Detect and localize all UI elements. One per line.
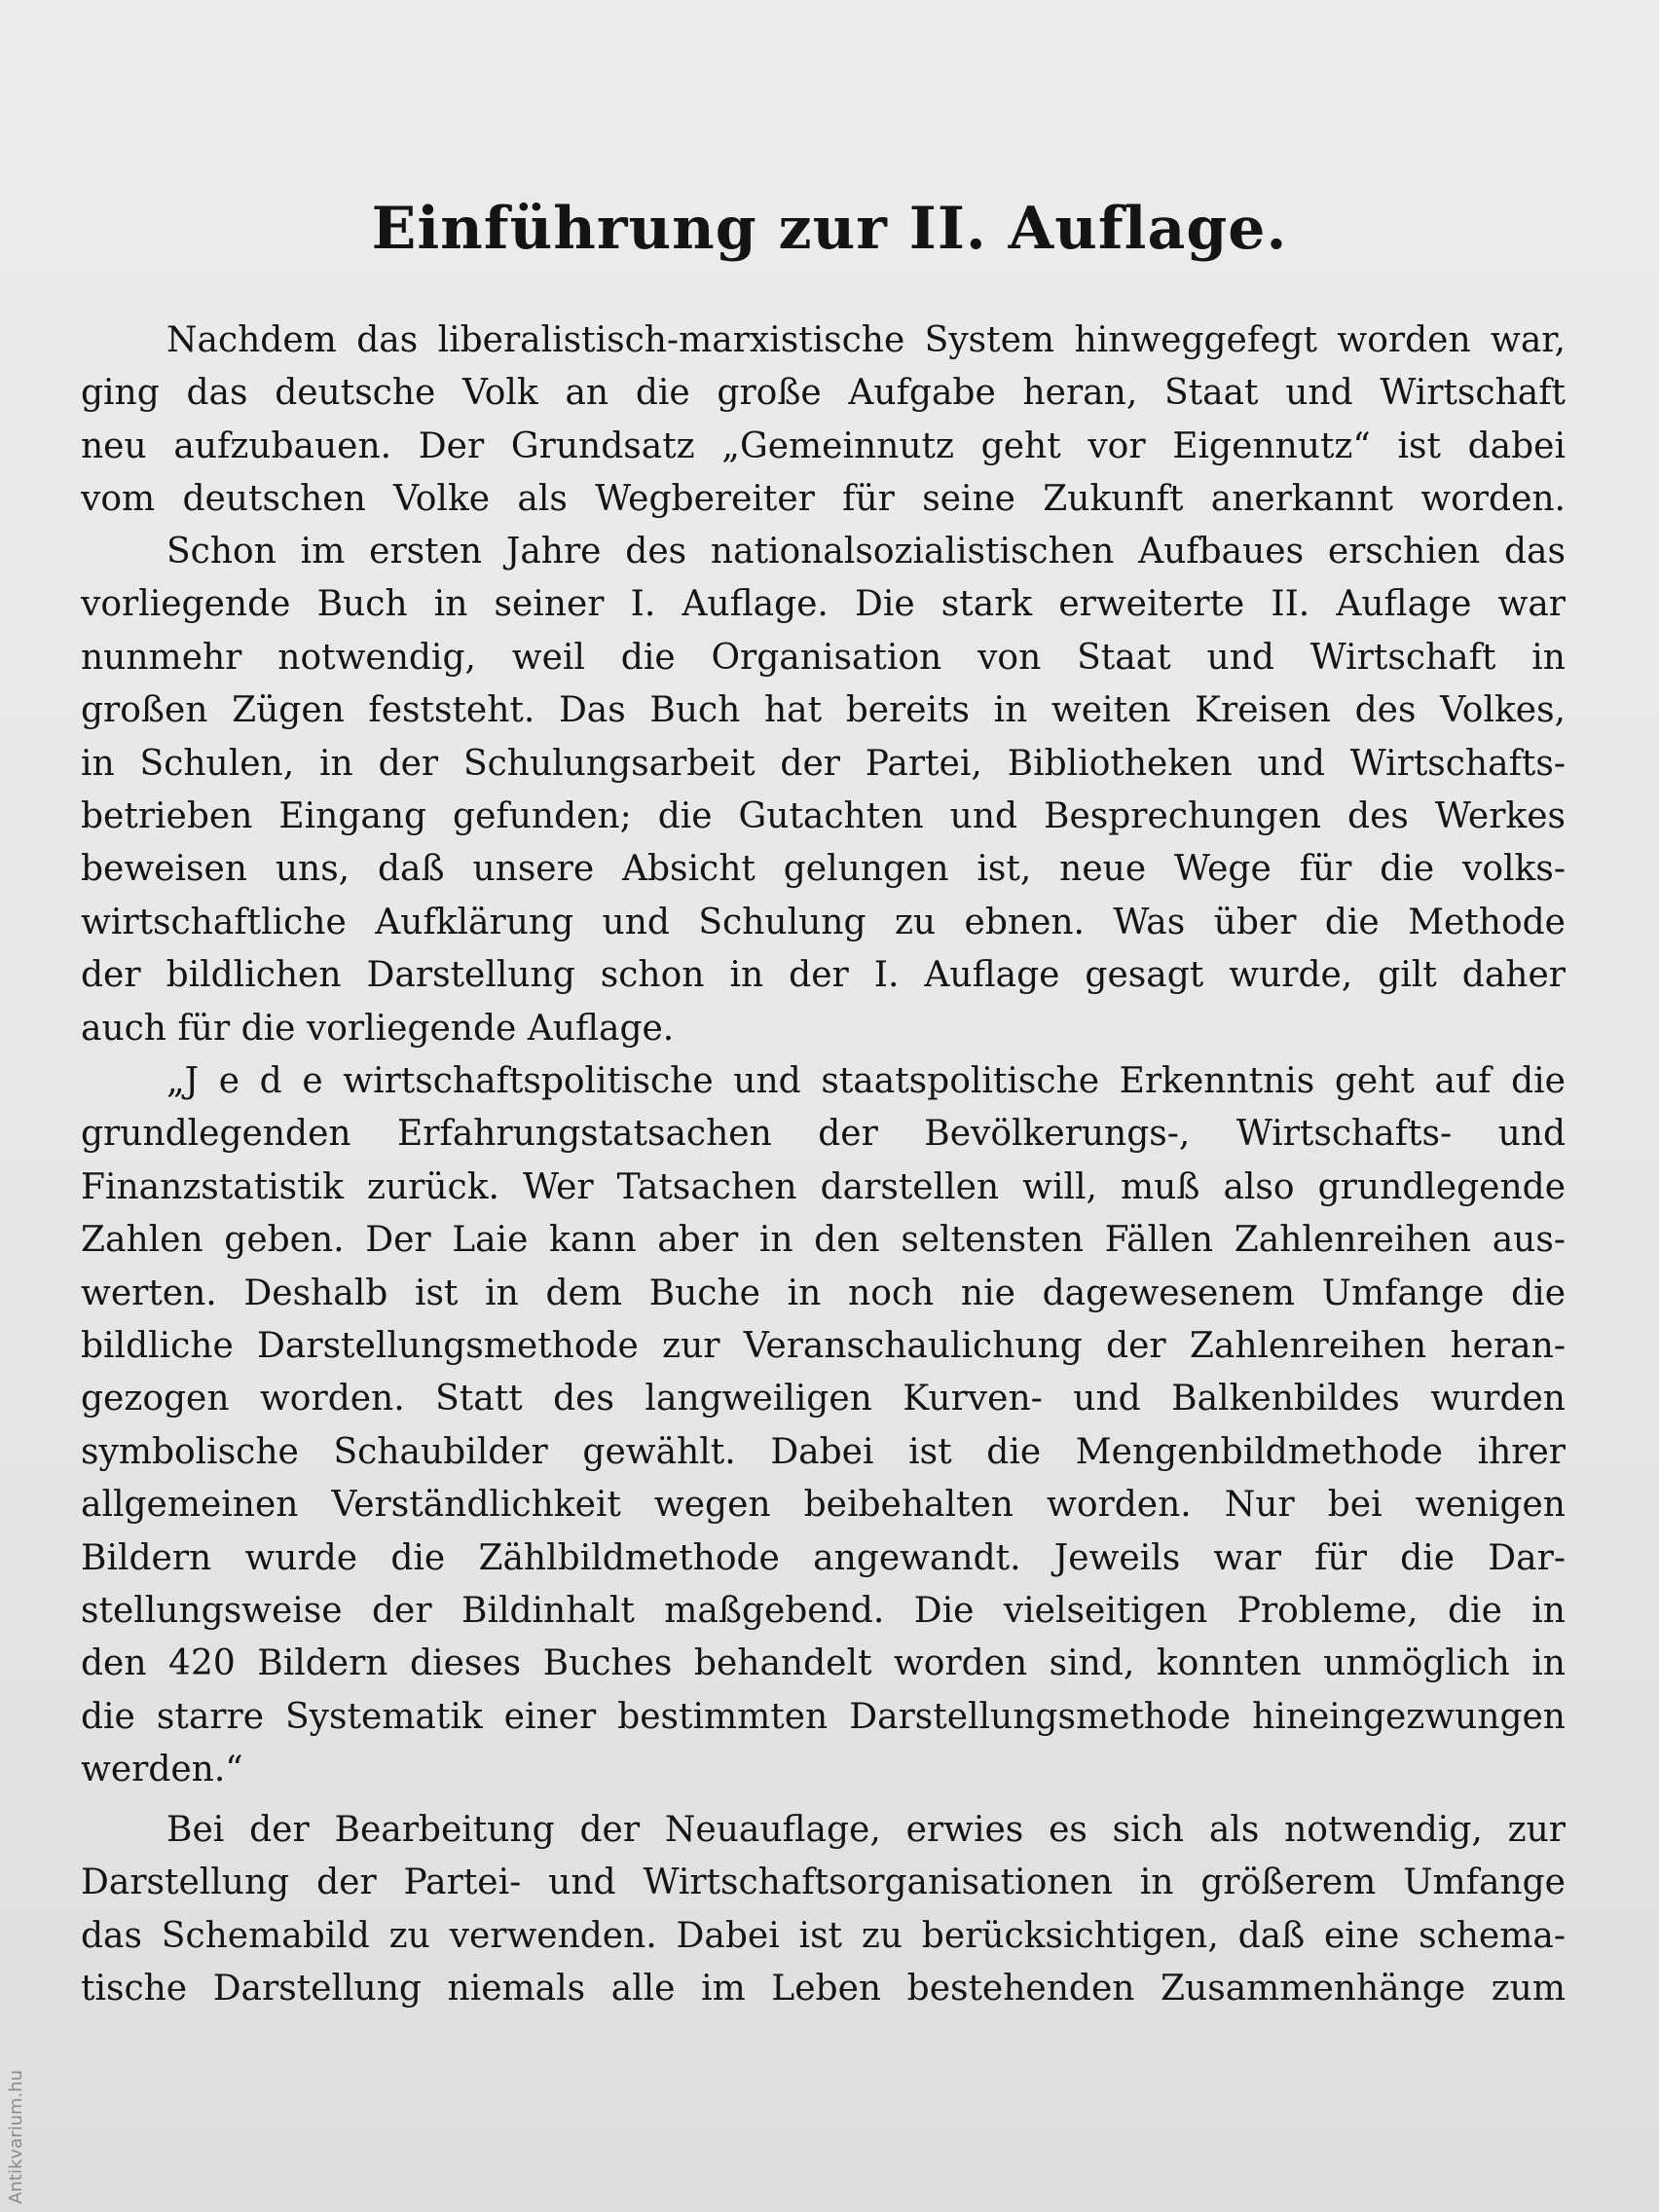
text-line: stellungsweise der Bildinhalt maßgebend. Die vielseitigen Probleme, die in: [81, 1590, 1566, 1631]
text-line: Schon im ersten Jahre des nationalsozialistischen Aufbaues erschien das: [166, 532, 1566, 571]
text-line: den 420 Bildern dieses Buches behandelt worden sind, konnten unmöglich in: [81, 1643, 1566, 1684]
text-line: Bei der Bearbeitung der Neuauflage, erwies es sich als notwendig, zur: [166, 1810, 1566, 1850]
text-line: grundlegenden Erfahrungstatsachen der Bevölkerungs-, Wirtschafts- und: [81, 1114, 1566, 1155]
text-line: Nachdem das liberalistisch-marxistische System hinweggefegt worden war,: [166, 320, 1566, 360]
paragraph-4: [81, 1804, 1566, 2016]
text-line: ging das deutsche Volk an die große Aufgabe heran, Staat und Wirtschaft: [81, 373, 1566, 414]
text-line: der bildlichen Darstellung schon in der I. Auflage gesagt wurde, gilt daher: [81, 955, 1566, 996]
text-line: „J e d e wirtschaftspolitische und staatspolitische Erkenntnis geht auf die: [166, 1061, 1566, 1101]
text-line: Finanzstatistik zurück. Wer Tatsachen darstellen will, muß also grundlegende: [81, 1166, 1566, 1207]
text-line: vom deutschen Volke als Wegbereiter für seine Zukunft anerkannt worden.: [81, 479, 1566, 520]
text-line: betrieben Eingang gefunden; die Gutachten und Besprechungen des Werkes: [81, 795, 1566, 836]
text-line: auch für die vorliegende Auflage.: [81, 1008, 675, 1049]
text-line: die starre Systematik einer bestimmten Darstellungsmethode hineingezwungen: [81, 1696, 1566, 1737]
text-line: Darstellung der Partei- und Wirtschaftsorganisationen in größerem Umfange: [81, 1862, 1566, 1903]
paragraph-1: [81, 314, 1566, 527]
text-line: beweisen uns, daß unsere Absicht gelungen ist, neue Wege für die volks-: [81, 849, 1566, 890]
watermark: Antikvarium.hu: [6, 2070, 26, 2204]
text-line: symbolische Schaubilder gewählt. Dabei ist die Mengenbildmethode ihrer: [81, 1431, 1566, 1472]
page-title: Einführung zur II. Auflage.: [371, 195, 1288, 263]
paragraph-2: [81, 526, 1566, 1055]
text-line: das Schemabild zu verwenden. Dabei ist zu berücksichtigen, daß eine schema-: [81, 1915, 1566, 1956]
text-line: gezogen worden. Statt des langweiligen Kurven- und Balkenbildes wurden: [81, 1379, 1566, 1419]
text-line: Bildern wurde die Zählbildmethode angewandt. Jeweils war für die Dar-: [81, 1537, 1566, 1578]
text-line: in Schulen, in der Schulungsarbeit der Partei, Bibliotheken und Wirtschafts-: [81, 743, 1566, 784]
text-line: neu aufzubauen. Der Grundsatz „Gemeinnutz geht vor Eigennutz“ ist dabei: [81, 425, 1566, 466]
text-line: allgemeinen Verständlichkeit wegen beibehalten worden. Nur bei wenigen: [81, 1485, 1566, 1526]
text-line: tische Darstellung niemals alle im Leben bestehenden Zusammenhänge zum: [81, 1969, 1566, 2009]
text-line: Zahlen geben. Der Laie kann aber in den seltensten Fällen Zahlenreihen aus-: [81, 1220, 1566, 1261]
paragraph-3: [81, 1055, 1566, 1796]
text-line: werten. Deshalb ist in dem Buche in noch nie dagewesenem Umfange die: [81, 1272, 1566, 1313]
text-line: nunmehr notwendig, weil die Organisation von Staat und Wirtschaft in: [81, 637, 1566, 678]
text-line: vorliegende Buch in seiner I. Auflage. Die stark erweiterte II. Auflage war: [81, 584, 1566, 625]
text-line: werden.“: [81, 1750, 243, 1790]
text-line: bildliche Darstellungsmethode zur Veranschaulichung der Zahlenreihen heran-: [81, 1325, 1566, 1366]
text-line: wirtschaftliche Aufklärung und Schulung zu ebnen. Was über die Methode: [81, 902, 1566, 942]
text-line: großen Zügen feststeht. Das Buch hat bereits in weiten Kreisen des Volkes,: [81, 690, 1566, 731]
